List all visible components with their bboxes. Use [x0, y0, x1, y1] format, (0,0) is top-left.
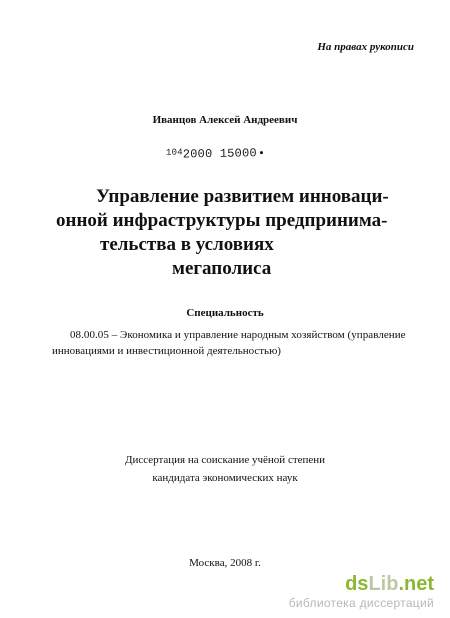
- rights-note: На правах рукописи: [317, 41, 414, 53]
- title-line-1: Управление развитием инноваци-: [96, 186, 389, 207]
- dissertation-title: [56, 185, 400, 281]
- watermark-logo-lib: Lib: [368, 573, 399, 595]
- library-stamp: [166, 146, 263, 162]
- watermark-logo-ds: ds: [345, 573, 369, 595]
- place-year: Москва, 2008 г.: [189, 557, 261, 569]
- specialty-line-1: 08.00.05 – Экономика и управление народным хозяйством (управление: [70, 329, 406, 341]
- stamp-dot: [260, 151, 263, 154]
- watermark-logo-tld: .net: [398, 573, 434, 595]
- specialty-heading: Специальность: [186, 307, 264, 319]
- title-line-4: мегаполиса: [172, 258, 272, 279]
- author-name: Иванцов Алексей Андреевич: [152, 114, 298, 126]
- watermark-tagline: библиотека диссертаций: [288, 596, 434, 610]
- stamp-prefix: 104: [165, 147, 183, 158]
- degree-line-1: Диссертация на соискание учёной степени: [124, 454, 326, 466]
- degree-line-2: кандидата экономических наук: [152, 472, 298, 484]
- watermark-logo: [345, 573, 434, 596]
- title-line-3: тельства в условиях: [100, 234, 274, 255]
- stamp-number: 2000 15000: [182, 146, 257, 162]
- specialty-line-2: инновациями и инвестиционной деятельностью): [52, 345, 281, 357]
- title-line-2: онной инфраструктуры предпринима-: [56, 210, 388, 231]
